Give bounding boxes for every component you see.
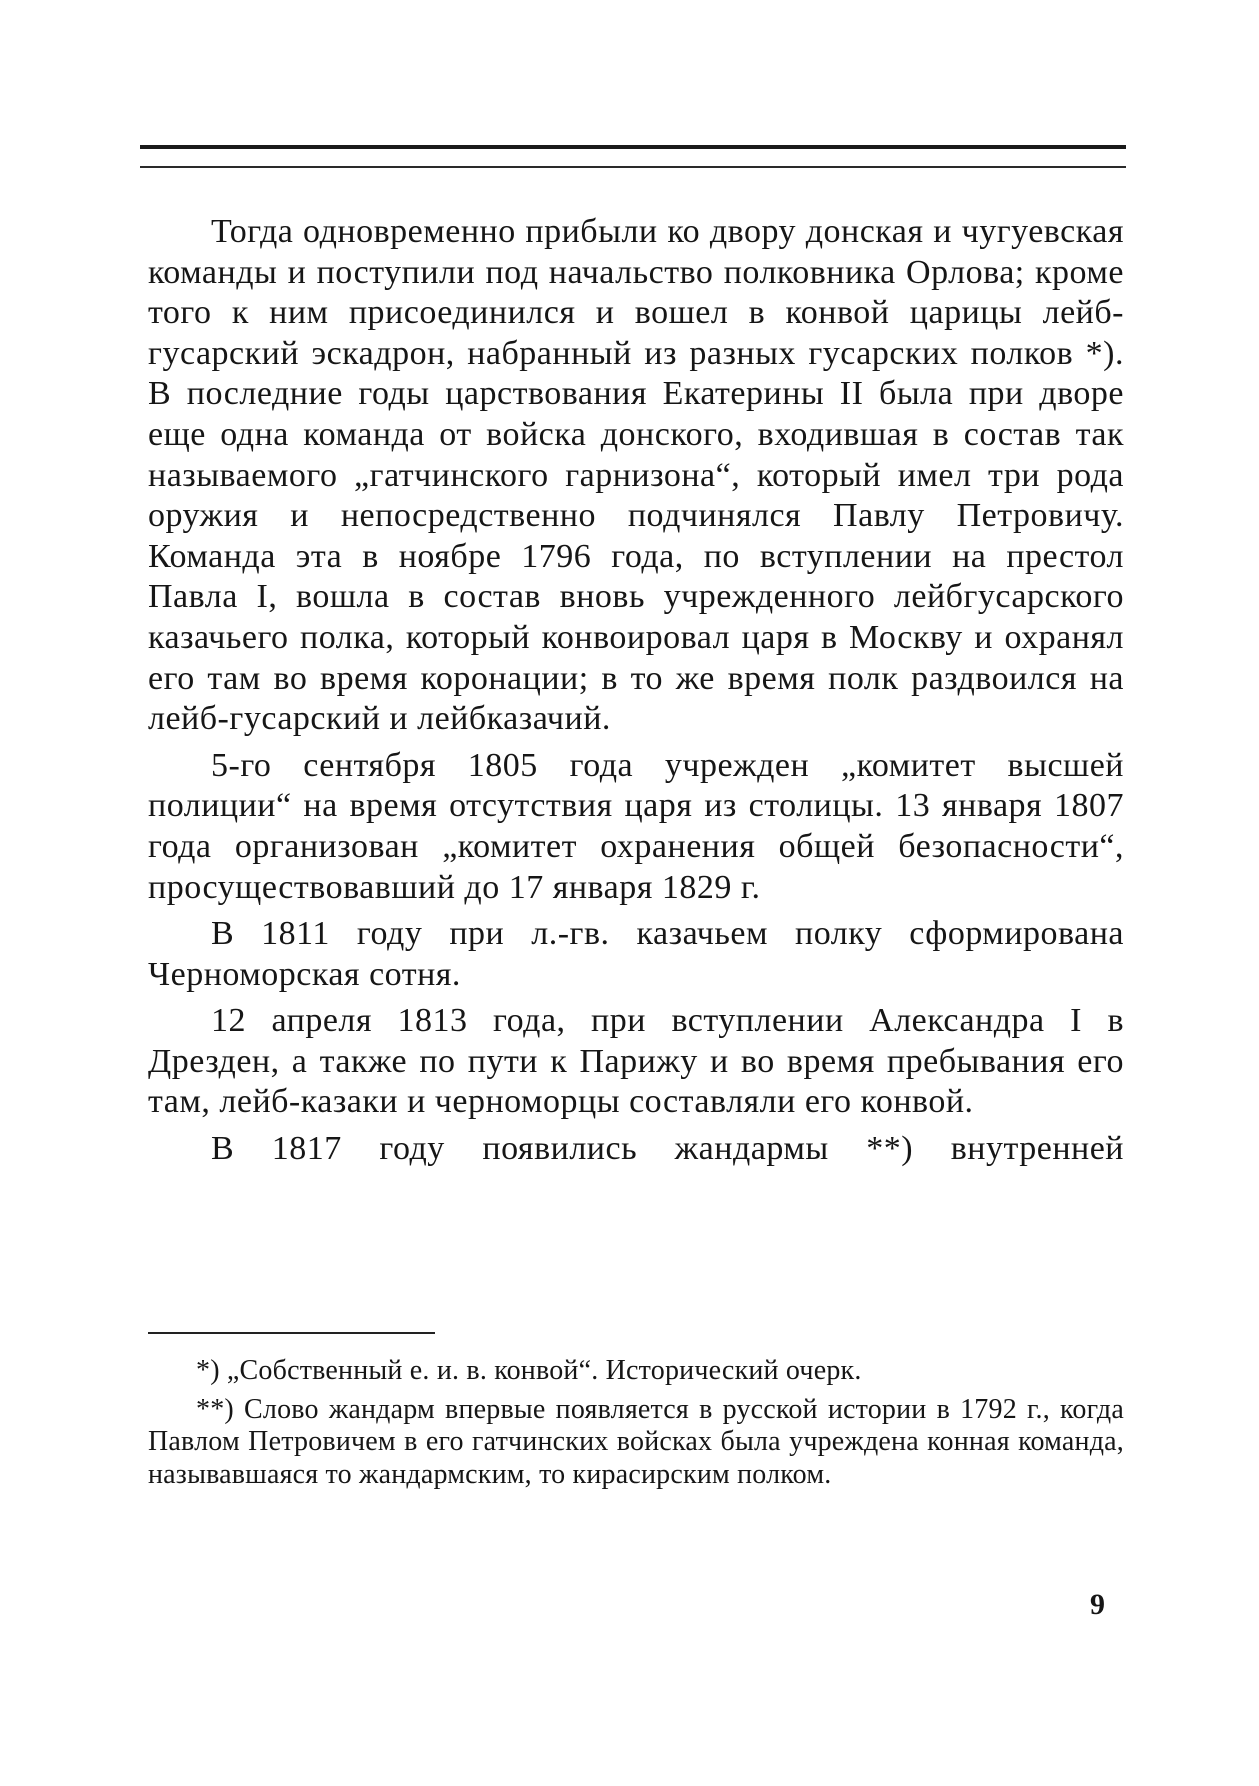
body-text (148, 212, 1124, 1176)
footnote-2: **) Слово жандарм впервые появляется в русской истории в 1792 г., когда Павлом Петровичем в его гатчинских войсках была учреждена конная команда, называвшаяся то жандармским, то кирасирским полком. (148, 1393, 1124, 1490)
header-rule-thick (140, 145, 1126, 149)
paragraph-2: 5-го сентября 1805 года учрежден „комитет высшей полиции“ на время отсутствия царя из столицы. 13 января 1807 года организован „комитет охранения общей безопасности“, просуществовавший до 17 января 1829 г. (148, 746, 1124, 906)
paragraph-5: В 1817 году появились жандармы **) внутренней (211, 1130, 1124, 1168)
page-number: 9 (1090, 1588, 1105, 1621)
paragraph-4: 12 апреля 1813 года, при вступлении Александра I в Дрезден, а также по пути к Парижу и во время пребывания его там, лейб-казаки и черноморцы составляли его конвой. (148, 1002, 1124, 1121)
paragraph-3: В 1811 году при л.-гв. казачьем полку сформирована Черноморская сотня. (148, 915, 1124, 993)
paragraph-1: Тогда одновременно прибыли ко двору донская и чугуевская команды и поступили под начальство полковника Орлова; кроме того к ним присоединился и вошел в конвой царицы лейб-гусарский эскадрон, набранный из разных гусарских полков *). В последние годы царствования Екатерины II была при дворе еще одна команда от войска донского, входившая в состав так называемого „гатчинского гарнизона“, который имел три рода оружия и непосредственно подчинялся Павлу Петровичу. Команда эта в ноябре 1796 года, по вступлении на престол Павла I, вошла в состав вновь учрежденного лейбгусарского казачьего полка, который конвоировал царя в Москву и охранял его там во время коронации; в то же время полк раздвоился на лейб-гусарский и лейбказачий. (148, 213, 1124, 738)
footnotes (148, 1355, 1124, 1497)
footnote-1: *) „Собственный е. и. в. конвой“. Исторический очерк. (196, 1355, 862, 1386)
footnote-divider (148, 1332, 435, 1334)
header-rule-thin (140, 166, 1126, 168)
